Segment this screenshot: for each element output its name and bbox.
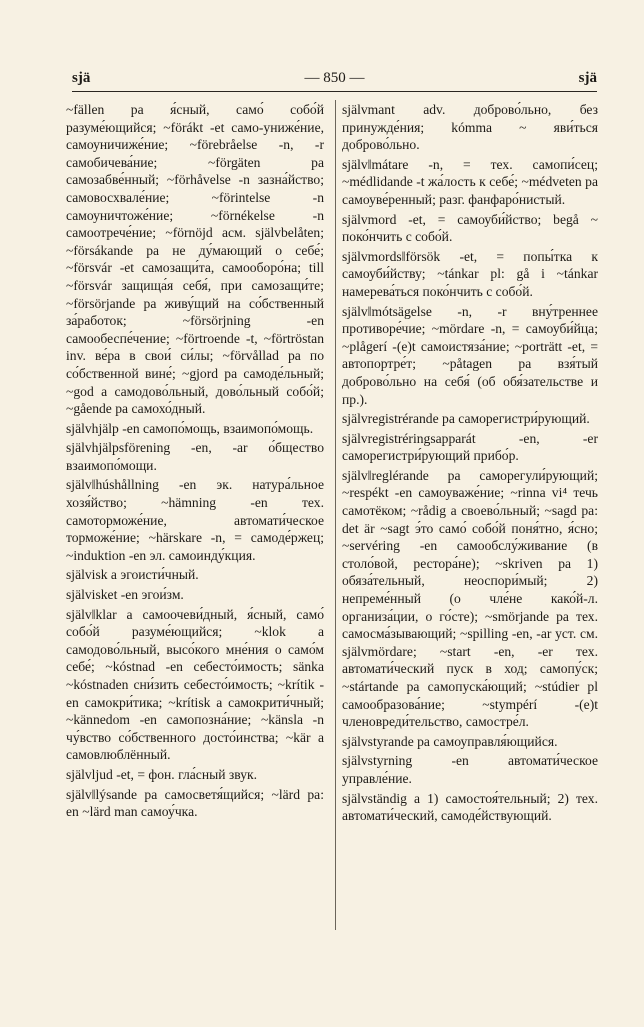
- right-column: [342, 101, 598, 827]
- dictionary-entry: självhjälp -en самопо́мощь, взаимопо́мощь.: [66, 420, 314, 436]
- dictionary-entry: självisk a эгоисти́чный.: [66, 567, 199, 583]
- header-left-guideword: sjä: [72, 70, 91, 86]
- dictionary-entry: självǁlýsande pa самосветя́щийся; ~lärd pa: en ~lärd man самоу́чка.: [66, 786, 324, 820]
- dictionary-entry: självhjälpsförening -en, -ar о́бщество взаимопо́мощи.: [66, 440, 324, 473]
- header-right-guideword: sjä: [578, 70, 597, 86]
- running-header: [72, 70, 597, 92]
- dictionary-entry: självstyrande pa самоуправля́ющийся.: [342, 733, 558, 749]
- dictionary-entry: självmordsǁförsök -et, = попы́тка к самоуби́йству; ~tánkar pl: gå i ~tánkar намерева́ться поко́нчить с собо́й.: [342, 248, 598, 299]
- dictionary-entry: ~fällen pa я́сный, само́ собо́й разуме́ющийся; ~förákt -et само-униже́ние, самоуничиже́ние; ~förebråelse -n, -r самобичева́ние; ~förgäten pa самозабве́нный; ~förhåvelse -n зазна́йство; самовосхвале́ние; ~förintelse -n самоуничтоже́ние; ~förnékelse -n самоотрече́ние; ~förnöjd асм. självbelåten; ~försákande pa не ду́мающий о себе́; ~försvár -et самозащи́та, самооборо́на; till ~försvár защища́я себя́, при самозащи́те; ~försörjande pa живу́щий на со́бственный за́работок; ~försörjning -en самообеспе́чение; ~förtroende -t, ~förtröstan inv. ве́ра в свои́ си́лы; ~förvållad pa по со́бственной вине́; ~gjord pa самоде́льный; ~god a самодово́льный, дово́льный собо́й; ~gående pa самохо́дный.: [66, 102, 324, 417]
- page-number: — 850 —: [304, 70, 365, 86]
- dictionary-entry: självǁmátare -n, = тех. самопи́сец; ~médlidande -t жа́лость к себе́; ~médveten pa самоуве́ренный; разг. фанфаро́нистый.: [342, 156, 598, 207]
- dictionary-entry: självstyrning -en автомати́ческое управле́ние.: [342, 753, 598, 786]
- dictionary-entry: självǁklar a самоочеви́дный, я́сный, само́ собо́й разуме́ющийся; ~klok a самодово́льный, высо́кого мне́ния о само́м себе́; ~kóstnad -en себесто́имость; sänka ~kóstnaden сни́зить себесто́имость; ~krítik -en самокри́тика; ~krítisk a самокрити́чный; ~kännedom -en самопозна́ние; ~känsla -n чу́вство со́бственного досто́инства; ~kär a самовлюблённый.: [66, 606, 324, 763]
- dictionary-entry: självisket -en эгои́зм.: [66, 587, 184, 603]
- dictionary-entry: självǁhúshållning -en эк. натура́льное хозя́йство; ~hämning -en тех. самоторможе́ние, автомати́ческое торможе́ние; ~härskare -n, = самоде́ржец; ~induktion -en эл. самоинду́кция.: [66, 477, 324, 563]
- dictionary-entry: självljud -et, = фон. гла́сный звук.: [66, 766, 258, 782]
- dictionary-entry: självmant adv. доброво́льно, без принужде́ния; kómma ~ яви́ться доброво́льно.: [342, 102, 598, 153]
- dictionary-entry: självregistréringsapparát -en, -er саморегистри́рующий прибо́р.: [342, 430, 598, 464]
- dictionary-entry: självständig a 1) самостоя́тельный; 2) тех. автомати́ческий, самоде́йствующий.: [342, 790, 598, 824]
- left-column: [66, 101, 324, 823]
- dictionary-entry: självǁmótsägelse -n, -r вну́треннее противоре́чие; ~mördare -n, = самоуби́йца; ~plågerí -(e)t самоистяза́ние; ~porträtt -et, = автопортре́т; ~påtagen pa взя́тый доброво́льно на себя́ (об обя́зательстве и пр.).: [342, 303, 598, 407]
- column-divider: [335, 100, 336, 930]
- dictionary-entry: självregistrérande pa саморегистри́рующий.: [342, 411, 590, 427]
- dictionary-entry: självmord -et, = самоуби́йство; begå ~ поко́нчить с собо́й.: [342, 211, 598, 245]
- dictionary-entry: självǁreglérande pa саморегули́рующий; ~respékt -en самоуваже́ние; ~rinna vi⁴ течь самотёком; ~rådig a своево́льный; ~sagd pa: det är ~sagt э́то само́ собо́й поня́тно, я́сно; ~servéring -en самообслу́живание (в столо́вой, рестора́не); ~skriven pa 1) обяза́тельный, неоспори́мый; 2) непреме́нный (о чле́не како́й-л. организа́ции, о го́сте); ~smörjande pa тех. самосма́зывающий; ~spilling -en, -ar уст. см. självmördare; ~start -en, -er тех. автомати́ческий пуск в ход; самопу́ск; ~stártande pa самопуска́ющий; ~stúdier pl самообразова́ние; ~stympérí -(e)t членовреди́тельство, самостре́л.: [342, 467, 598, 730]
- header-rule: [72, 91, 597, 92]
